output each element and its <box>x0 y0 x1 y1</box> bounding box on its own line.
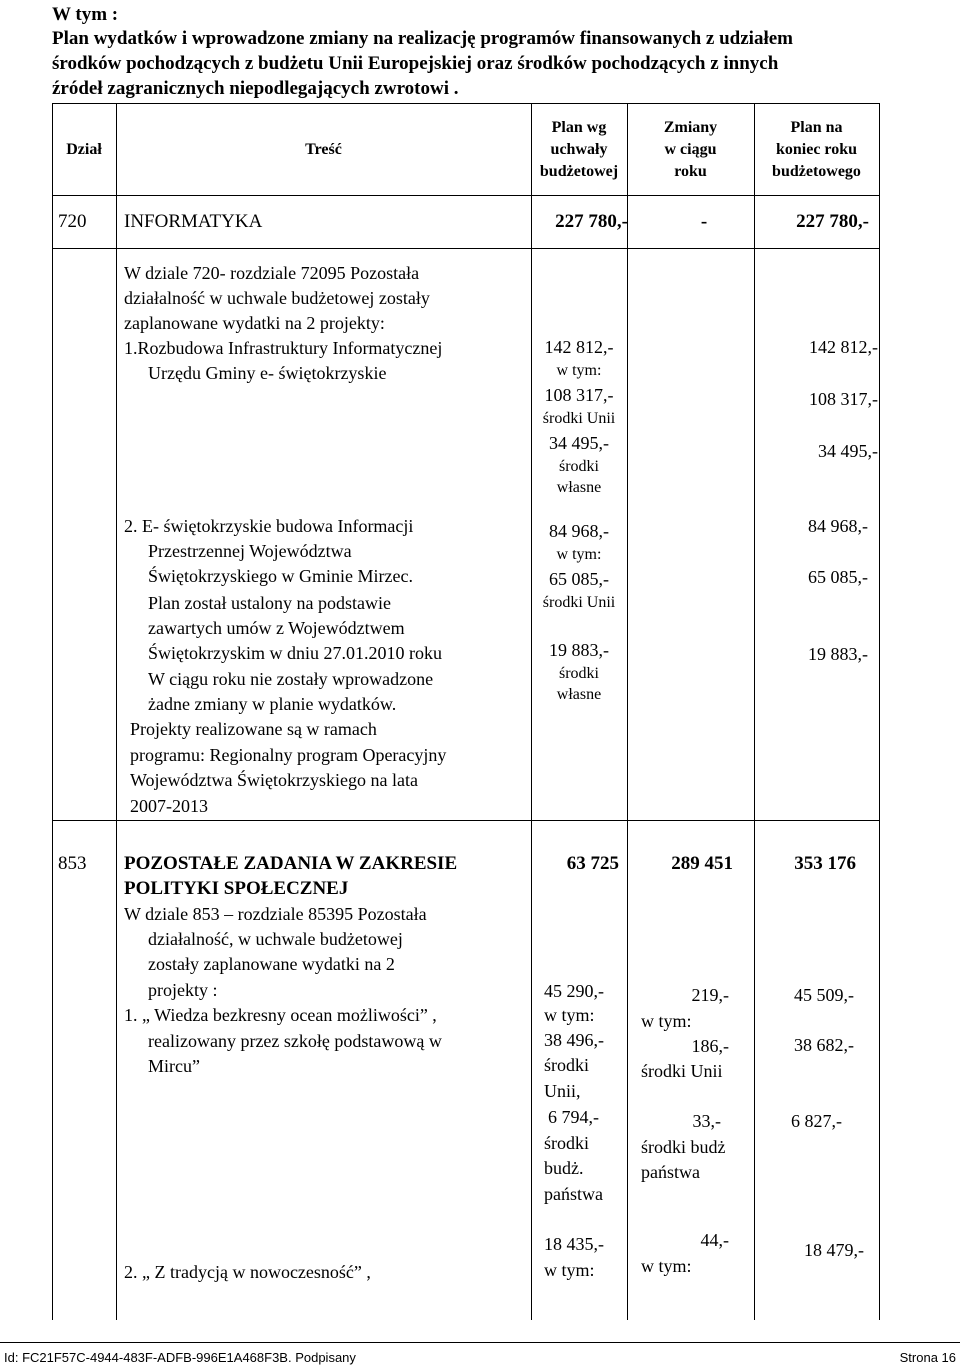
s853-project2-plan: 18 435,- <box>544 1234 604 1254</box>
s853-project2-plan-note: w tym: <box>544 1260 595 1280</box>
header-end-l3: budżetowego <box>772 163 861 180</box>
s720-desc-2: działalność w uchwale budżetowej zostały <box>124 288 430 308</box>
amount-note: środki Unii <box>542 594 616 611</box>
amount: 142 812,- <box>544 337 614 357</box>
amount: 34 495,- <box>549 433 609 453</box>
section-720-plan: 227 780,- <box>555 211 628 232</box>
text-line: zawartych umów z Województwem <box>148 618 405 638</box>
text-line: realizowany przez szkołę podstawową w <box>148 1031 442 1051</box>
amount-note: w tym: <box>544 1005 595 1025</box>
section-720-end: 227 780,- <box>796 211 869 232</box>
text-line: działalność, w uchwale budżetowej <box>148 929 403 949</box>
text-line: projekty : <box>148 980 218 1000</box>
amount-note: w tym: <box>556 362 602 379</box>
s720-desc-3: zaplanowane wydatki na 2 projekty: <box>124 313 385 333</box>
amount: 34 495,- <box>818 441 878 461</box>
amount: 65 085,- <box>549 569 609 589</box>
section-853-change: 289 451 <box>671 853 733 874</box>
amount: 38 682,- <box>794 1035 854 1055</box>
intro-line-2: środków pochodzących z budżetu Unii Europejskiej oraz środków pochodzących z innych <box>52 53 779 74</box>
amount-note: środki <box>559 665 599 682</box>
text-line: Mircu” <box>148 1056 200 1076</box>
amount-note: Unii, <box>544 1081 581 1101</box>
text-line: 2007-2013 <box>130 796 208 816</box>
amount: 45 290,- <box>544 981 604 1001</box>
s853-project2-change: 44,- <box>700 1230 729 1250</box>
text-line: Plan został ustalony na podstawie <box>148 593 391 613</box>
amount-note: środki <box>544 1055 589 1075</box>
header-plan-l3: budżetowej <box>539 163 619 180</box>
amount-note: państwa <box>641 1162 700 1182</box>
amount: 19 883,- <box>549 640 609 660</box>
footer-divider <box>0 1342 960 1343</box>
amount-note: środki Unii <box>641 1061 723 1081</box>
amount: 108 317,- <box>544 385 614 405</box>
header-plan-l2: uchwały <box>550 141 608 158</box>
section-853-code: 853 <box>58 853 87 874</box>
text-line: Przestrzennej Województwa <box>148 541 352 561</box>
text-line: Województwa Świętokrzyskiego na lata <box>130 770 418 790</box>
s853-project2-end: 18 479,- <box>804 1240 864 1260</box>
s720-project1-l1: 1.Rozbudowa Infrastruktury Informatycznej <box>124 338 443 358</box>
amount: 6 794,- <box>548 1107 599 1127</box>
text-line: zostały zaplanowane wydatki na 2 <box>148 954 395 974</box>
amount: 142 812,- <box>809 337 878 357</box>
section-853-name-l2: POLITYKI SPOŁECZNEJ <box>124 878 349 899</box>
header-end-l2: koniec roku <box>775 141 858 158</box>
amount: 33,- <box>692 1111 721 1131</box>
section-853-end: 353 176 <box>794 853 856 874</box>
amount: 19 883,- <box>808 644 868 664</box>
section-720-code: 720 <box>58 211 87 232</box>
amount-note: państwa <box>544 1184 603 1204</box>
section-720-change: - <box>700 211 708 232</box>
amount-note: środki budż <box>641 1137 726 1157</box>
footer-id: Id: FC21F57C-4944-483F-ADFB-996E1A468F3B. Podpisany <box>4 1350 356 1365</box>
text-line: 2. E- świętokrzyskie budowa Informacji <box>124 516 414 536</box>
amount: 186,- <box>691 1036 729 1056</box>
amount-note: w tym: <box>641 1011 692 1031</box>
amount-note: własne <box>556 479 602 496</box>
amount: 108 317,- <box>809 389 878 409</box>
intro-line-1: Plan wydatków i wprowadzone zmiany na realizację programów finansowanych z udziałem <box>52 28 793 49</box>
header-plan-l1: Plan wg <box>551 119 607 136</box>
amount-note: budż. <box>544 1158 584 1178</box>
s720-project1-l2: Urzędu Gminy e- świętokrzyskie <box>148 363 387 383</box>
amount-note: środki <box>559 458 599 475</box>
section-720-name: INFORMATYKA <box>124 211 263 232</box>
section-853-plan: 63 725 <box>566 853 619 874</box>
intro-line-3: źródeł zagranicznych niepodlegających zwrotowi . <box>52 78 459 99</box>
amount: 38 496,- <box>544 1030 604 1050</box>
amount: 84 968,- <box>808 516 868 536</box>
text-line: W dziale 853 – rozdziale 85395 Pozostała <box>124 904 427 924</box>
amount-note: środki <box>544 1133 589 1153</box>
text-line: Świętokrzyskim w dniu 27.01.2010 roku <box>148 643 442 663</box>
amount: 45 509,- <box>794 985 854 1005</box>
header-end-l1: Plan na <box>790 119 843 136</box>
amount: 65 085,- <box>808 567 868 587</box>
header-zm-l2: w ciągu <box>664 141 717 158</box>
footer-page: Strona 16 <box>899 1350 956 1365</box>
text-line: Projekty realizowane są w ramach <box>130 719 377 739</box>
text-line: żadne zmiany w planie wydatków. <box>148 694 397 714</box>
header-tresc: Treść <box>305 141 342 158</box>
text-line: Świętokrzyskiego w Gminie Mirzec. <box>148 566 413 586</box>
section-853-name-l1: POZOSTAŁE ZADANIA W ZAKRESIE <box>124 853 458 874</box>
header-zm-l3: roku <box>674 163 707 180</box>
header-dzial: Dział <box>66 141 102 158</box>
amount: 84 968,- <box>549 521 609 541</box>
header-zm-l1: Zmiany <box>663 119 718 136</box>
amount-note: środki Unii <box>542 410 616 427</box>
text-line: W ciągu roku nie zostały wprowadzone <box>148 669 434 689</box>
s853-project2-name: 2. „ Z tradycją w nowoczesność” , <box>124 1262 371 1282</box>
text-line: programu: Regionalny program Operacyjny <box>130 745 447 765</box>
s720-desc-1: W dziale 720- rozdziale 72095 Pozostała <box>124 263 420 283</box>
amount: 6 827,- <box>791 1111 842 1131</box>
amount-note: w tym: <box>556 546 602 563</box>
s853-project2-change-note: w tym: <box>641 1256 692 1276</box>
amount-note: własne <box>556 686 602 703</box>
amount: 219,- <box>691 985 729 1005</box>
text-line: 1. „ Wiedza bezkresny ocean możliwości” , <box>124 1005 437 1025</box>
intro-line-0: W tym : <box>52 4 119 25</box>
